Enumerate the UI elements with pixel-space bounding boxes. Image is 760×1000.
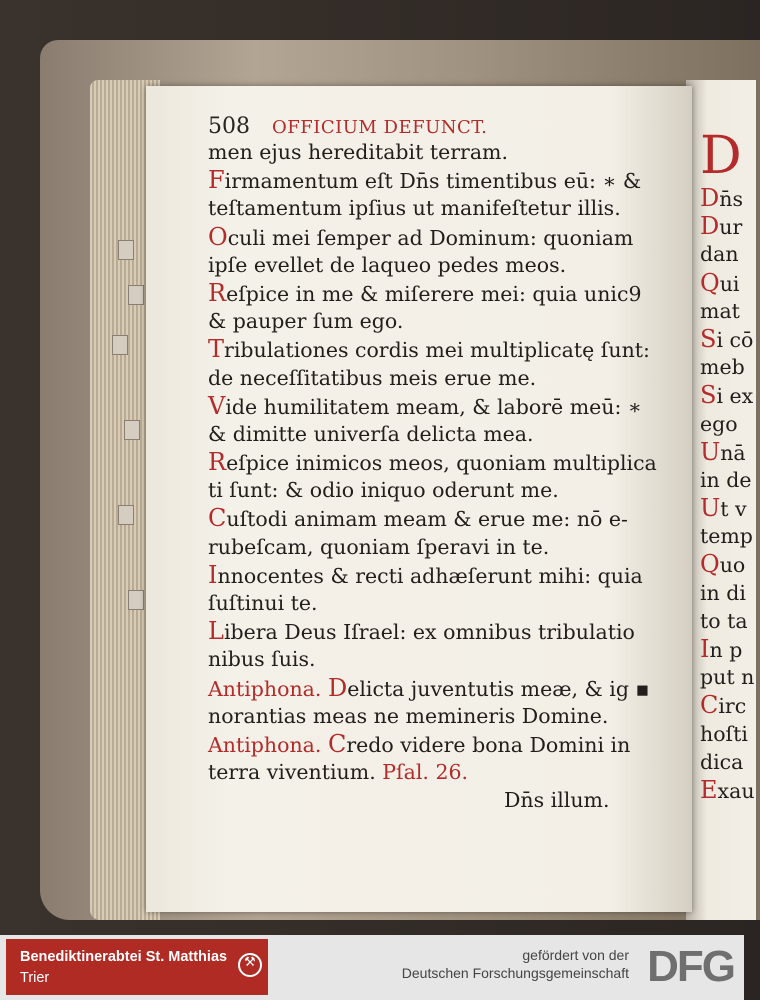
red-initial: E: [700, 775, 718, 804]
right-text-line: [700, 212, 744, 240]
line-text: eſpice in me & miſerere mei: quia unic9: [226, 281, 642, 306]
red-initial: C: [327, 729, 347, 758]
line-text: nā: [720, 440, 746, 465]
text-line: [208, 420, 678, 448]
text-line: [208, 617, 678, 645]
line-text: redo videre bona Domini in: [346, 732, 631, 757]
line-text: dica: [700, 749, 744, 774]
red-initial: O: [208, 222, 228, 251]
institution-name: Benediktinerabtei St. Matthias: [20, 949, 228, 965]
right-text-line: [700, 522, 753, 550]
line-text: uſtodi animam meam & erue me: nō e-: [226, 507, 628, 532]
right-text-line: [700, 466, 752, 494]
right-text-line: [700, 410, 744, 438]
funding-line-2: Deutschen Forschungsgemeinschaft: [401, 965, 629, 981]
line-text: Dn̄s illum.: [504, 788, 610, 813]
red-initial: U: [700, 494, 721, 523]
psalm-reference: Pſal. 26.: [382, 760, 469, 785]
rubric-label: Antiphona.: [208, 732, 322, 757]
right-text-line: [700, 635, 744, 663]
text-line: [208, 504, 678, 532]
text-line: [208, 702, 678, 730]
line-text: irc: [718, 694, 747, 719]
right-text-line: [700, 240, 744, 268]
line-text: ur: [719, 215, 743, 240]
right-text-line: [700, 269, 744, 297]
line-text: in di: [700, 580, 746, 605]
page-tab-marker: [118, 505, 134, 525]
line-text: eſpice inimicos meos, quoniam multiplica: [226, 451, 657, 476]
text-line: [208, 251, 678, 279]
text-line: [208, 335, 678, 363]
right-text-line: [700, 184, 744, 212]
page-tab-marker: [124, 420, 140, 440]
line-text: meb: [700, 355, 745, 380]
text-line: [208, 645, 678, 673]
line-text: to ta: [700, 608, 748, 633]
text-line: [208, 533, 678, 561]
line-text: rubeſcam, quoniam ſperavi in te.: [208, 534, 550, 559]
red-initial: Q: [700, 550, 720, 579]
red-initial: I: [208, 560, 218, 589]
red-initial: Q: [700, 268, 720, 297]
red-initial: R: [208, 278, 227, 307]
text-line: [208, 476, 678, 504]
line-text: nibus ſuis.: [208, 647, 316, 672]
institution-city: Trier: [20, 970, 50, 986]
text-line: [208, 448, 678, 476]
right-text-line: [700, 691, 747, 720]
institution-badge[interactable]: [6, 939, 268, 995]
line-text: xau: [717, 778, 755, 803]
line-text: men ejus hereditabit terram.: [208, 140, 509, 164]
line-text: n p: [709, 638, 743, 662]
right-text-line: [700, 550, 744, 578]
right-text-line: [700, 748, 744, 776]
line-text: culi mei ſemper ad Dominum: quoniam: [227, 225, 634, 250]
funding-line-1: gefördert von der: [522, 947, 629, 963]
big-initial: D: [700, 126, 742, 186]
line-text: i cō: [716, 327, 754, 352]
line-text: dan: [700, 242, 739, 267]
line-text: ego: [700, 411, 738, 436]
line-text: in de: [700, 467, 752, 492]
text-line: [208, 674, 678, 702]
red-initial: D: [700, 184, 720, 212]
right-text-line: [700, 775, 755, 804]
line-text: ribulationes cordis mei multiplicatę ſunt:: [224, 338, 650, 363]
red-initial: I: [700, 635, 710, 663]
text-line: [208, 364, 678, 392]
red-initial: S: [700, 324, 717, 353]
red-initial: F: [208, 166, 225, 195]
red-initial: D: [700, 212, 720, 241]
line-text: de neceſſitatibus meis erue me.: [208, 365, 537, 390]
line-text: & dimitte univerſa delicta mea.: [208, 421, 534, 446]
red-initial: R: [208, 448, 227, 477]
line-text: ibera Deus Iſrael: ex omnibus tribulatio: [223, 620, 635, 645]
line-text: ide humilitatem meam, & laborē meū: ∗: [225, 394, 642, 419]
red-initial: C: [700, 691, 719, 720]
text-line: [208, 166, 678, 194]
red-initial: S: [700, 381, 717, 410]
line-text: teſtamentum ipſius ut manifeſtetur illis.: [208, 196, 621, 221]
text-line: [208, 307, 678, 335]
line-text: uo: [719, 553, 746, 578]
right-text-line: [700, 494, 747, 523]
funding-note: [402, 946, 629, 982]
text-line: [208, 758, 678, 786]
right-text-line: [700, 579, 744, 607]
line-text: put n: [700, 665, 755, 690]
text-line: [208, 561, 678, 589]
line-text: ti ſunt: & odio iniquo oderunt me.: [208, 478, 559, 503]
text-line: [208, 786, 678, 814]
line-text: ui: [719, 271, 740, 296]
right-text-line: [700, 438, 744, 466]
page-tab-marker: [112, 335, 128, 355]
rubric-label: Antiphona.: [208, 676, 322, 701]
text-line: [208, 589, 678, 617]
line-text: norantias meas ne memineris Domine.: [208, 703, 609, 728]
red-initial: L: [208, 617, 224, 646]
line-text: n̄s: [719, 187, 743, 211]
left-page-text: [208, 138, 678, 815]
red-initial: C: [208, 504, 227, 533]
page-tab-marker: [128, 590, 144, 610]
right-text-line: [700, 720, 748, 748]
page-tab-marker: [118, 240, 134, 260]
text-line: [208, 194, 678, 222]
line-text: i ex: [716, 384, 754, 409]
footer-bar: [0, 935, 744, 1000]
line-text: ſuſtinui te.: [208, 591, 318, 615]
right-text-line: [700, 353, 744, 381]
line-text: terra viventium.: [208, 760, 376, 785]
line-text: mat: [700, 298, 740, 323]
text-line: [208, 223, 678, 251]
right-text-line: [700, 324, 754, 353]
line-text: ipſe evellet de laqueo pedes meos.: [208, 252, 567, 277]
dfg-logo[interactable]: DFG: [647, 942, 734, 991]
abbey-logo-icon: ⚒: [238, 953, 262, 977]
line-text: irmamentum eſt Dn̄s timentibus eū: ∗ &: [224, 169, 642, 194]
right-page-text: [700, 126, 755, 804]
red-initial: U: [700, 437, 721, 466]
line-text: & pauper ſum ego.: [208, 309, 404, 334]
text-line: [208, 138, 678, 166]
right-text-line: [700, 381, 754, 410]
line-text: hoſti: [700, 721, 748, 746]
text-line: [208, 279, 678, 307]
right-text-line: [700, 297, 744, 325]
page-tab-marker: [128, 285, 144, 305]
running-head: OFFICIUM DEFUNCT.: [272, 117, 488, 138]
line-text: elicta juventutis meæ, & ig ▪: [347, 676, 650, 701]
red-initial: T: [208, 335, 225, 364]
right-text-line: [700, 607, 748, 635]
text-line: [208, 730, 678, 758]
line-text: t v: [720, 497, 747, 522]
page-number: 508: [208, 114, 250, 139]
red-initial: V: [208, 391, 226, 420]
line-text: temp: [700, 524, 753, 549]
line-text: nnocentes & recti adhæſerunt mihi: quia: [217, 563, 643, 588]
text-line: [208, 392, 678, 420]
red-initial: D: [327, 673, 348, 702]
right-text-line: [700, 663, 755, 691]
